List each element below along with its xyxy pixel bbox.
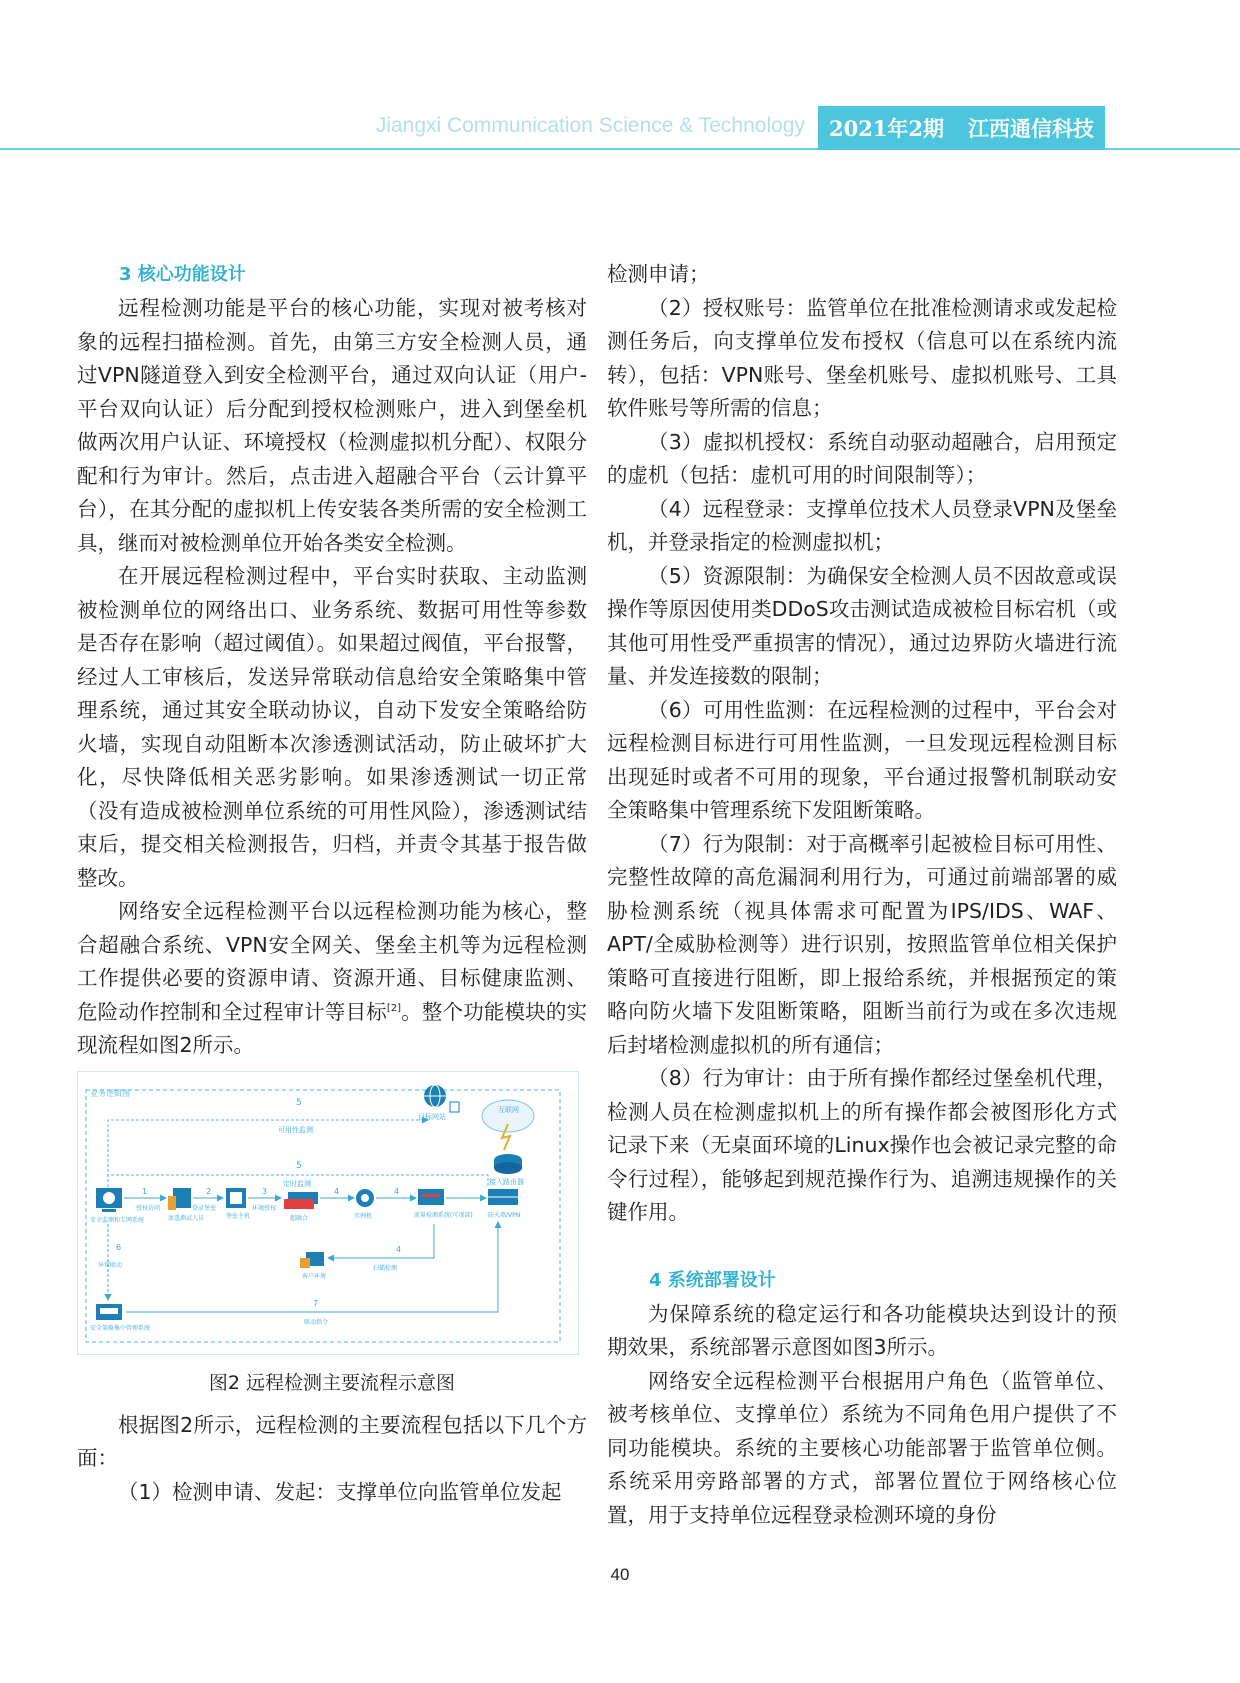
node-label: 防火墙/VPN (488, 1211, 521, 1219)
node-label: 流量检测系统(可视部) (414, 1211, 473, 1219)
node-label: 目标网站 (418, 1112, 446, 1121)
cloud-icon (482, 1100, 534, 1132)
edge-label: 定时监测 (283, 1179, 311, 1188)
step-number: 4 (396, 1244, 402, 1254)
firewall-icon (488, 1189, 518, 1205)
node-label: 实例机 (354, 1212, 373, 1220)
step-number: 4 (334, 1186, 340, 1196)
edge-label: 联动指令 (304, 1318, 329, 1326)
paragraph: （4）远程登录：支撑单位技术人员登录VPN及堡垒机，并登录指定的检测虚拟机； (607, 496, 1117, 554)
journal-name-cn: 江西通信科技 (968, 116, 1095, 141)
section-title-3: 3 核心功能设计 (119, 264, 246, 285)
page-number: 40 (610, 1565, 630, 1584)
paragraph: （8）行为审计：由于所有操作都经过堡垒机代理，检测人员在检测虚拟机上的所有操作都会被图形化方式记录下来（无桌面环境的Linux操作也会被记录完整的命令行过程），能够起到规范操作行为、追溯违规操作的关键作用。 (607, 1066, 1117, 1224)
bastion-icon (226, 1188, 246, 1208)
figure-caption: 图2 远程检测主要流程示意图 (208, 1371, 456, 1394)
edge-label: 授权访问 (136, 1204, 161, 1212)
edge-availability-monitor (108, 1120, 428, 1197)
node-label: 安全监测和专网系统 (90, 1216, 145, 1224)
paragraph: 网络安全远程检测平台以远程检测功能为核心，整合超融合系统、VPN安全网关、堡垒主机等为远程检测工作提供必要的资源申请、资源开通、目标健康监测、危险动作控制和全过程审计等目标[2]。整个功能模块的实现流程如图2所示。 (77, 899, 588, 1057)
monitor-system-icon (96, 1188, 122, 1212)
right-column (607, 258, 1117, 1532)
edge-label: 扫描检测 (373, 1264, 398, 1272)
paragraph: 在开展远程检测过程中，平台实时获取、主动监测被检测单位的网络出口、业务系统、数据可用性等参数是否存在影响（超过阈值）。如果超过阀值，平台报警，经过人工审核后，发送异常联动信息给安全策略集中管理系统，通过其安全联动协议，自动下发安全策略给防火墙，实现自动阻断本次渗透测试活动，防止破坏扩大化，尽快降低相关恶劣影响。如果渗透测试一切正常（没有造成被检测单位系统的可用性风险），渗透测试结束后，提交相关检测报告，归档，并责令其基于报告做整改。 (77, 564, 587, 890)
node-label: 接入路由器 (489, 1177, 524, 1186)
edge-linkage-instruction (126, 1222, 498, 1312)
issue-label: 2021年2期 (828, 116, 945, 141)
paragraph: 检测申请； (607, 262, 710, 286)
left-column (77, 258, 587, 1509)
step-number: 6 (116, 1242, 122, 1252)
issue-badge (818, 106, 1105, 150)
diagram-title: 业务逻辑图 (90, 1088, 130, 1098)
paragraph: （2）授权账号：监管单位在批准检测请求或发起检测任务后，向支撑单位发布授权（信息可以在系统内流转），包括：VPN账号、堡垒机账号、虚拟机账号、工具软件账号等所需的信息； (607, 295, 1117, 420)
paragraph: （6）可用性监测：在远程检测的过程中，平台会对远程检测目标进行可用性监测，一旦发现远程检测目标出现延时或者不可用的现象，平台通过报警机制联动安全策略集中管理系统下发阻断策略。 (607, 697, 1117, 822)
step-number: 5 (296, 1160, 302, 1171)
paragraph: （1）检测申请、发起：支撑单位向监管单位发起 (118, 1479, 562, 1504)
edge-label: 可用性监测 (278, 1125, 313, 1134)
edge-label: 环境授权 (252, 1204, 277, 1212)
node-label: 互联网 (498, 1105, 519, 1114)
citation-ref[interactable]: [2] (386, 1002, 402, 1014)
journal-name-en: Jiangxi Communication Science & Technology (375, 114, 805, 137)
edge-scan-detect (328, 1224, 434, 1258)
paragraph: 为保障系统的稳定运行和各功能模块达到设计的预期效果，系统部署示意图如图3所示。 (607, 1301, 1117, 1359)
step-number: 4 (394, 1186, 400, 1196)
globe-icon (424, 1085, 446, 1107)
node-label: 客户环境 (302, 1272, 327, 1280)
paragraph: （3）虚拟机授权：系统自动驱动超融合，启用预定的虚机（包括：虚机可用的时间限制等）； (607, 429, 1117, 487)
node-label: 堡垒主机 (226, 1212, 251, 1220)
tester-icon (168, 1188, 191, 1210)
router-icon (494, 1154, 522, 1174)
edge-label: 登录堡垒 (192, 1204, 217, 1212)
node-label: 安全策略集中管理系统 (90, 1324, 151, 1332)
node-label: 超融合 (290, 1214, 309, 1222)
client-env-icon (300, 1252, 324, 1268)
node-label: 渗透测试人员 (168, 1214, 205, 1222)
paragraph: 远程检测功能是平台的核心功能，实现对被考核对象的远程扫描检测。首先，由第三方安全检测人员，通过VPN隧道登入到安全检测平台，通过双向认证（用户-平台双向认证）后分配到授权检测账户，进入到堡垒机做两次用户认证、环境授权（检测虚拟机分配）、权限分配和行为审计。然后，点击进入超融合平台（云计算平台），在其分配的虚拟机上传安装各类所需的安全检测工具，继而对被检测单位开始各类安全检测。 (77, 296, 587, 555)
vm-icon (356, 1189, 374, 1207)
step-number: 2 (206, 1186, 212, 1196)
flow-diagram-svg (78, 1072, 578, 1354)
hci-server-icon (284, 1192, 318, 1209)
step-number: 5 (296, 1097, 302, 1108)
step-number: 7 (313, 1298, 319, 1308)
paragraph: （7）行为限制：对于高概率引起被检目标可用性、完整性故障的高危漏洞利用行为，可通过前端部署的威胁检测系统（视具体需求可配置为IPS/IDS、WAF、APT/全威胁检测等）进行识别，按照监管单位相关保护策略可直接进行阻断，即上报给系统，并根据预定的策略向防火墙下发阻断策略，阻断当前行为或在多次违规后封堵检测虚拟机的所有通信； (607, 831, 1117, 1057)
target-site-icon (450, 1102, 459, 1112)
edge-label: 异常联动 (98, 1261, 123, 1269)
section-title-4: 4 系统部署设计 (649, 1269, 776, 1291)
paragraph: 网络安全远程检测平台根据用户角色（监管单位、被考核单位、支撑单位）系统为不同角色用户提供了不同功能模块。系统的主要核心功能部署于监管单位侧。系统采用旁路部署的方式，部署位置位于网络核心位置，用于支持单位远程登录检测环境的身份 (607, 1368, 1117, 1527)
paragraph: 根据图2所示，远程检测的主要流程包括以下几个方面： (77, 1412, 587, 1470)
step-number: 1 (142, 1186, 148, 1196)
paragraph: （5）资源限制：为确保安全检测人员不因故意或误操作等原因使用类DDoS攻击测试造成被检目标宕机（或其他可用性受严重损害的情况），通过边界防火墙进行流量、并发连接数的限制； (607, 563, 1117, 688)
figure-2-flow-diagram (77, 1071, 579, 1355)
step-number: 3 (262, 1186, 268, 1196)
central-system-icon (96, 1304, 122, 1320)
probe-icon (418, 1189, 444, 1205)
